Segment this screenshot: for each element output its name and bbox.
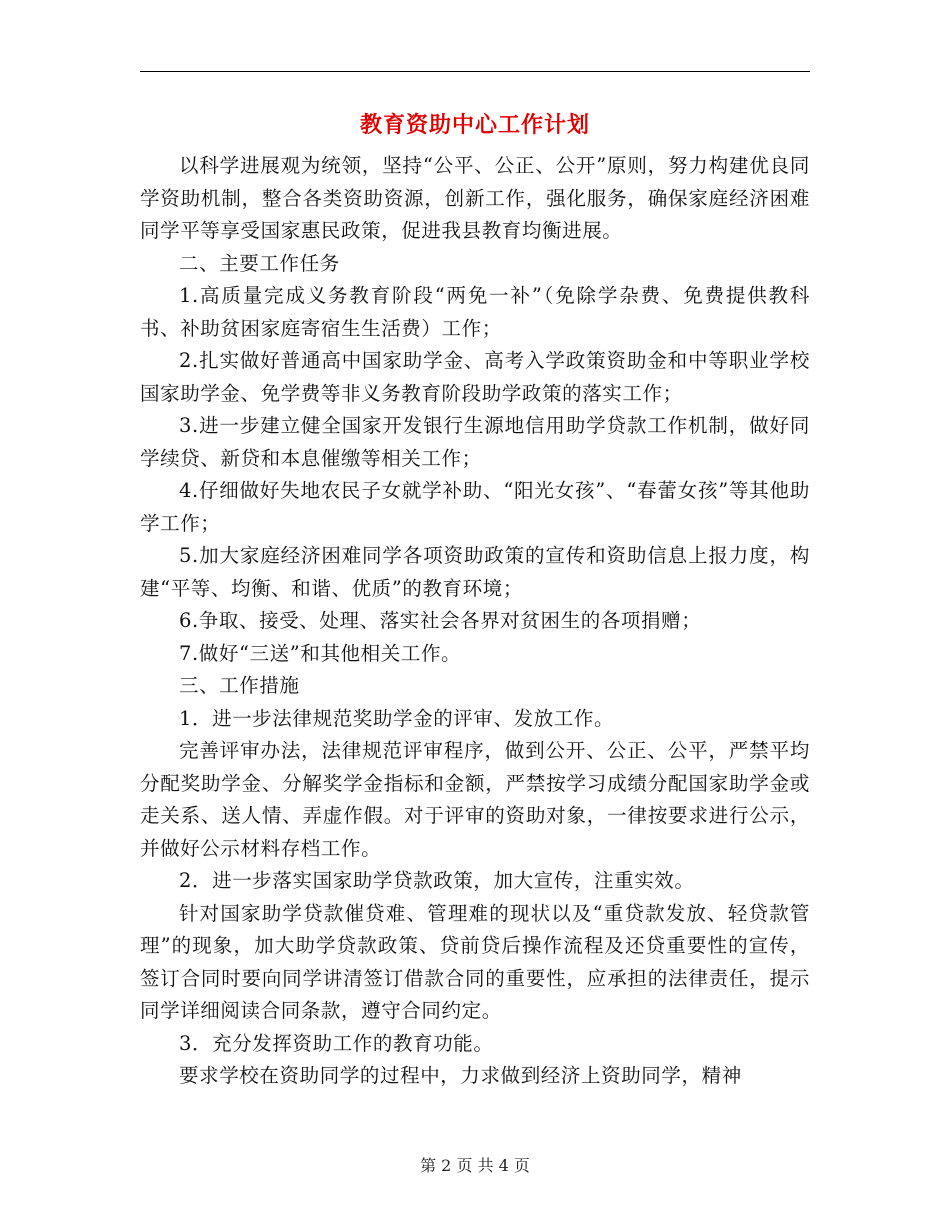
document-body (140, 150, 810, 1093)
subheading: 2．进一步落实国家助学贷款政策，加大宣传，注重实效。 (179, 869, 695, 892)
page-footer: 第 2 页 共 4 页 (420, 1156, 530, 1175)
section-heading: 三、工作措施 (179, 674, 300, 697)
subheading: 3．充分发挥资助工作的教育功能。 (179, 1031, 494, 1055)
paragraph: 2.扎实做好普通高中国家助学金、高考入学政策资助金和中等职业学校国家助学金、免学费等非义务教育阶段助学政策的落实工作； (140, 349, 810, 405)
paragraph: 3.进一步建立健全国家开发银行生源地信用助学贷款工作机制，做好同学续贷、新贷和本息催缴等相关工作； (140, 414, 810, 470)
paragraph: 以科学进展观为统领，坚持“公平、公正、公开”原则，努力构建优良同学资助机制，整合各类资助资源，创新工作，强化服务，确保家庭经济困难同学平等享受国家惠民政策，促进我县教育均衡进展。 (140, 154, 810, 242)
paragraph: 6.争取、接受、处理、落实社会各界对贫困生的各项捐赠； (179, 609, 702, 632)
paragraph: 完善评审办法，法律规范评审程序，做到公开、公正、公平，严禁平均分配奖助学金、分解奖学金指标和金额，严禁按学习成绩分配国家助学金或走关系、送人情、弄虚作假。对于评审的资助对象，一律按要求进行公示，并做好公示材料存档工作。 (140, 739, 810, 860)
paragraph: 1.高质量完成义务教育阶段“两免一补”（免除学杂费、免费提供教科书、补助贫困家庭寄宿生生活费）工作； (140, 284, 810, 340)
paragraph: 5.加大家庭经济困难同学各项资助政策的宣传和资助信息上报力度，构建“平等、均衡、和谐、优质”的教育环境； (140, 544, 810, 600)
paragraph: 要求学校在资助同学的过程中，力求做到经济上资助同学，精神 (179, 1064, 742, 1087)
document-title: 教育资助中心工作计划 (359, 112, 590, 138)
paragraph: 4.仔细做好失地农民子女就学补助、“阳光女孩”、“春蕾女孩”等其他助学工作； (140, 479, 810, 535)
paragraph: 7.做好“三送”和其他相关工作。 (179, 641, 462, 665)
section-heading: 二、主要工作任务 (179, 251, 340, 275)
header-rule (140, 71, 810, 72)
paragraph: 针对国家助学贷款催贷难、管理难的现状以及“重贷款发放、轻贷款管理”的现象，加大助学贷款政策、贷前贷后操作流程及还贷重要性的宣传，签订合同时要向同学讲清签订借款合同的重要性，应承担的法律责任，提示同学详细阅读合同条款，遵守合同约定。 (140, 901, 810, 1022)
subheading: 1．进一步法律规范奖助学金的评审、发放工作。 (179, 706, 615, 730)
